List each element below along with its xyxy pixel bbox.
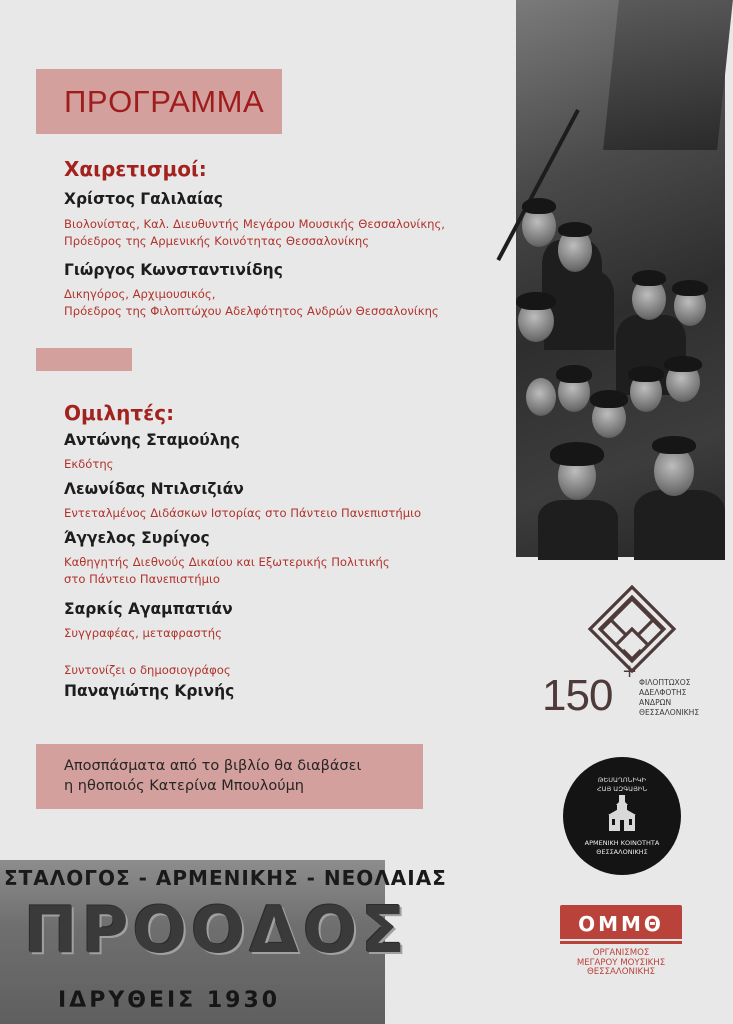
speaker-role: Εκδότης [64, 457, 114, 471]
speaker-role: Καθηγητής Διεθνούς Δικαίου και Εξωτερικής Πολιτικής στο Πάντειο Πανεπιστήμιο [64, 555, 390, 586]
church-icon [602, 793, 642, 833]
readers-line: Αποσπάσματα από το βιβλίο θα διαβάσει [64, 758, 362, 774]
program-title: ΠΡΟΓΡΑΜΜΑ [64, 83, 265, 119]
readers-line: η ηθοποιός Κατερίνα Μπουλούμη [64, 778, 305, 794]
moderator-name: Παναγιώτης Κρινής [64, 682, 235, 700]
plus-icon: + [622, 661, 638, 682]
speaker-role: Συγγραφέας, μεταφραστής [64, 626, 222, 640]
greeter-role: Βιολονίστας, Καλ. Διευθυντής Μεγάρου Μουσικής Θεσσαλονίκης, Πρόεδρος της Αρμενικής Κοινότητας Θεσσαλονίκης [64, 217, 445, 248]
armenian-community-logo: ԹԵՍԱՂՈՆԻԿԻ ՀԱՅ ԱԶԳԱՅԻՆ ΑΡΜΕΝΙΚΗ ΚΟΙΝΟΤΗΤΑ ΘΕΣΣΑΛΟΝΙΚΗΣ [563, 757, 681, 875]
speaker-name: Αντώνης Σταμούλης [64, 431, 240, 449]
section-divider [36, 348, 132, 371]
speakers-heading: Ομιλητές: [64, 401, 175, 425]
stone-inscription-photo [0, 860, 447, 1024]
historical-group-photo [516, 0, 725, 557]
speaker-role: Εντεταλμένος Διδάσκων Ιστορίας στο Πάντειο Πανεπιστήμιο [64, 506, 422, 520]
speaker-name: Άγγελος Συρίγος [64, 529, 210, 547]
program-title-box [36, 69, 282, 134]
inscription-title: ΠΡΟΟΔΟΣ [24, 894, 409, 968]
philoptochos-text: ΦΙΛΟΠΤΩΧΟΣ ΑΔΕΛΦΟΤΗΣ ΑΝΔΡΩΝ ΘΕΣΣΑΛΟΝΙΚΗΣ [639, 678, 700, 717]
philoptochos-150-logo [542, 585, 712, 725]
megaro-mousikis-logo: ΟΜΜΘ ΟΡΓΑΝΙΣΜΟΣ ΜΕΓΑΡΟΥ ΜΟΥΣΙΚΗΣ ΘΕΣΣΑΛΟΝΙΚΗΣ [558, 905, 684, 985]
meander-emblem-icon [582, 585, 682, 671]
speaker-name: Λεωνίδας Ντιλσιζιάν [64, 480, 244, 498]
greetings-heading: Χαιρετισμοί: [64, 157, 207, 181]
greeter-name: Χρίστος Γαλιλαίας [64, 190, 223, 208]
greeter-name: Γιώργος Κωνσταντινίδης [64, 261, 283, 279]
inscription-line: ΣΤΑΛΟΓΟΣ - ΑΡΜΕΝΙΚΗΣ - ΝΕΟΛΑΙΑΣ [4, 866, 447, 890]
anniversary-number: 150 [542, 671, 613, 720]
greeter-role: Δικηγόρος, Αρχιμουσικός, Πρόεδρος της Φιλοπτώχου Αδελφότητος Ανδρών Θεσσαλονίκης [64, 287, 439, 318]
speaker-name: Σαρκίς Αγαμπατιάν [64, 600, 233, 618]
inscription-date: ΙΔΡΥΘΕΙΣ 1930 [58, 988, 281, 1013]
moderator-label: Συντονίζει ο δημοσιογράφος [64, 663, 231, 677]
readers-box [36, 744, 423, 809]
ommth-letters: ΟΜΜΘ [560, 905, 682, 939]
